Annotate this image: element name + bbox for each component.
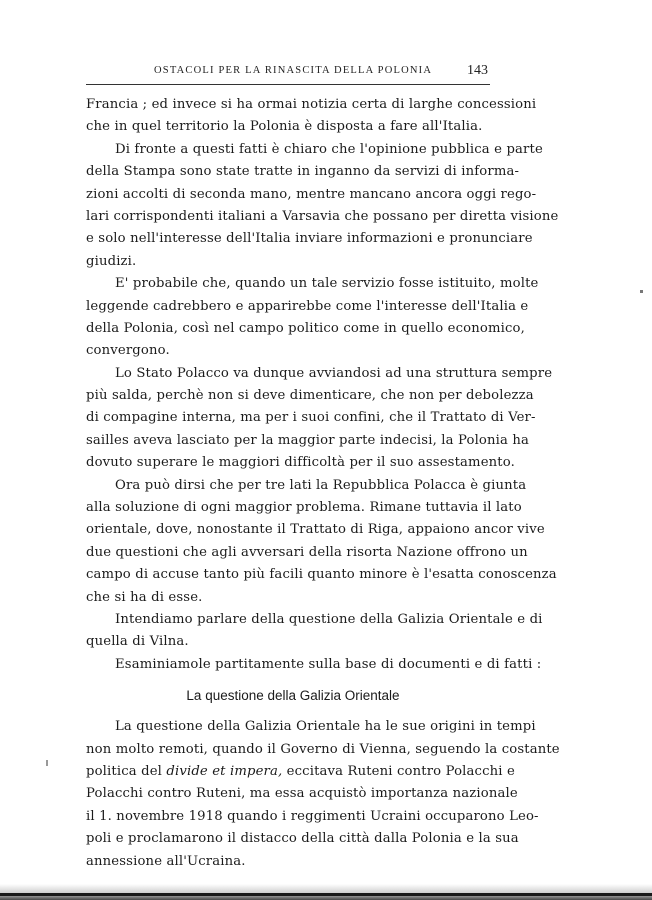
text-line: sailles aveva lasciato per la maggior parte indecisi, la Polonia ha: [86, 432, 530, 448]
text-line: quella di Vilna.: [86, 634, 189, 650]
text-line: che si ha di esse.: [86, 589, 203, 605]
text-line: alla soluzione di ogni maggior problema. Rimane tuttavia il lato: [86, 500, 522, 516]
text-line: dovuto superare le maggiori difficoltà per il suo assestamento.: [86, 455, 515, 471]
scan-bottom-edge: [0, 893, 652, 896]
text-line: leggende cadrebbero e apparirebbe come l'interesse dell'Italia e: [86, 298, 529, 314]
header-rule: [86, 84, 490, 85]
text-line: giudizi.: [86, 253, 137, 269]
margin-speck: [46, 760, 48, 766]
page-number: 143: [467, 63, 488, 78]
text-line: zioni accolti di seconda mano, mentre mancano ancora oggi rego-: [86, 186, 537, 202]
paragraph-start: E' probabile che, quando un tale servizio fosse istituito, molte: [115, 276, 539, 292]
margin-speck: [640, 290, 643, 293]
text-block: [86, 94, 560, 873]
text-line: di compagine interna, ma per i suoi confini, che il Trattato di Ver-: [86, 410, 536, 426]
text-line: poli e proclamarono il distacco della città dalla Polonia e la sua: [86, 831, 519, 847]
paragraph-start: Ora può dirsi che per tre lati la Repubblica Polacca è giunta: [115, 477, 527, 493]
paragraph-start: La questione della Galizia Orientale ha le sue origini in tempi: [115, 719, 536, 735]
italic-phrase: divide et impera,: [166, 763, 283, 779]
text-line: orientale, dove, nonostante il Trattato di Riga, appaiono ancor vive: [86, 522, 545, 538]
text-line: due questioni che agli avversari della risorta Nazione offrono un: [86, 544, 528, 560]
text-fragment: politica del: [86, 763, 167, 779]
paragraph-start: Esaminiamole partitamente sulla base di documenti e di fatti :: [115, 656, 542, 672]
running-head: [86, 62, 490, 82]
paragraph-start: Di fronte a questi fatti è chiaro che l'opinione pubblica e parte: [115, 141, 543, 157]
text-line: Francia ; ed invece si ha ormai notizia certa di larghe concessioni: [86, 97, 537, 112]
text-line: della Polonia, così nel campo politico come in quello economico,: [86, 320, 525, 336]
text-line: convergono.: [86, 343, 170, 359]
text-fragment: eccitava Ruteni contro Polacchi e: [282, 763, 515, 779]
text-line: della Stampa sono state tratte in inganno da servizi di informa-: [86, 164, 520, 180]
text-line: campo di accuse tanto più facili quanto minore è l'esatta conoscenza: [86, 567, 557, 583]
text-line: che in quel territorio la Polonia è disposta a fare all'Italia.: [86, 119, 483, 135]
text-line: e solo nell'interesse dell'Italia inviare informazioni e pronunciare: [86, 231, 533, 247]
text-line: annessione all'Ucraina.: [86, 853, 246, 869]
text-line: lari corrispondenti italiani a Varsavia che possano per diretta visione: [86, 208, 559, 224]
paragraph-start: Lo Stato Polacco va dunque avviandosi ad una struttura sempre: [115, 365, 553, 381]
paragraph-start: Intendiamo parlare della questione della Galizia Orientale e di: [115, 611, 543, 627]
text-line: Polacchi contro Ruteni, ma essa acquistò importanza nazionale: [86, 786, 518, 802]
text-line: [86, 761, 515, 783]
text-line: più salda, perchè non si deve dimenticare, che non per debolezza: [86, 388, 534, 404]
scan-bottom-shadow: [0, 884, 652, 900]
running-title: OSTACOLI PER LA RINASCITA DELLA POLONIA: [154, 65, 433, 76]
text-line: non molto remoti, quando il Governo di Vienna, seguendo la costante: [86, 741, 560, 757]
section-heading: La questione della Galizia Orientale: [186, 688, 400, 704]
text-line: il 1. novembre 1918 quando i reggimenti Ucraini occuparono Leo-: [86, 808, 539, 824]
